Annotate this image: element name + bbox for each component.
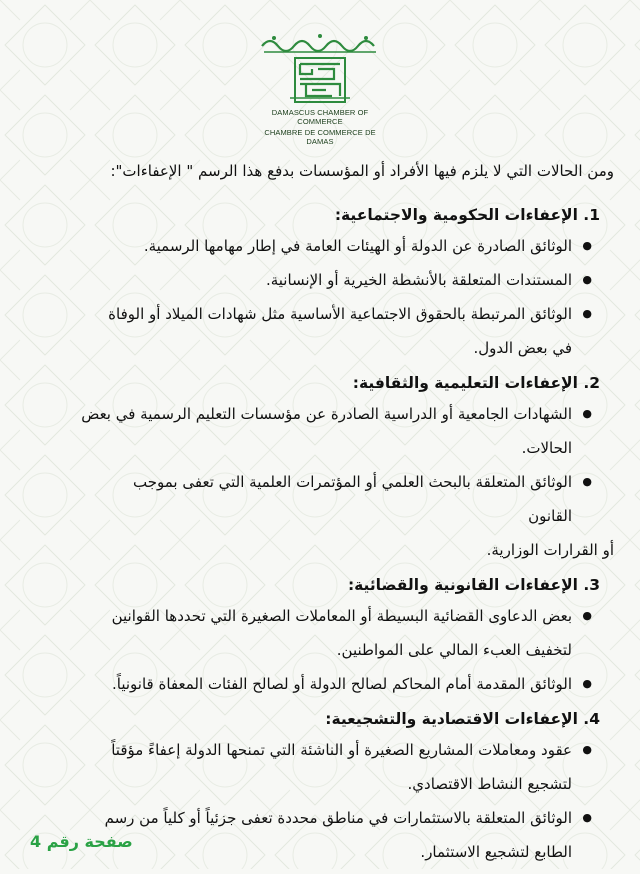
bullet-icon: ●	[582, 743, 592, 756]
bullet-icon: ●	[582, 475, 592, 488]
section-title: 1. الإعفاءات الحكومية والاجتماعية:	[334, 206, 600, 224]
bullet-icon: ●	[582, 307, 592, 320]
list-item: ● الوثائق المرتبطة بالحقوق الاجتماعية الأساسية مثل شهادات الميلاد أو الوفاة	[20, 298, 614, 330]
bullet-icon: ●	[582, 407, 592, 420]
bullet-icon: ●	[582, 677, 592, 690]
chamber-logo	[250, 28, 390, 146]
logo-caption-fr: CHAMBRE DE COMMERCE DE DAMAS	[264, 128, 376, 146]
list-item-continuation: أو القرارات الوزارية.	[486, 541, 614, 559]
list-item-continuation: لتشجيع النشاط الاقتصادي.	[407, 775, 572, 793]
section-government-social	[20, 202, 614, 364]
section-education-culture	[20, 370, 614, 566]
list-item-continuation: لتخفيف العبء المالي على المواطنين.	[336, 641, 572, 659]
section-legal-judicial	[20, 572, 614, 700]
list-item: ● عقود ومعاملات المشاريع الصغيرة أو الناشئة التي تمنحها الدولة إعفاءً مؤقتاً	[20, 734, 614, 766]
section-title: 3. الإعفاءات القانونية والقضائية:	[347, 576, 600, 594]
bullet-icon: ●	[582, 239, 592, 252]
list-item-continuation: القانون	[528, 507, 572, 525]
bullet-icon: ●	[582, 609, 592, 622]
bullet-icon: ●	[582, 273, 592, 286]
list-item-continuation: في بعض الدول.	[473, 339, 572, 357]
list-item: ● الوثائق المتعلقة بالبحث العلمي أو المؤتمرات العلمية التي تعفى بموجب	[20, 466, 614, 498]
chamber-logo-emblem-icon	[250, 28, 390, 106]
list-item: ● الوثائق المقدمة أمام المحاكم لصالح الدولة أو لصالح الفئات المعفاة قانونياً.	[20, 668, 614, 700]
logo-caption-en: DAMASCUS CHAMBER OF COMMERCE	[271, 108, 369, 126]
list-item: ● الوثائق المتعلقة بالاستثمارات في مناطق محددة تعفى جزئياً أو كلياً من رسم	[20, 802, 614, 834]
list-item: ● الوثائق الصادرة عن الدولة أو الهيئات العامة في إطار مهامها الرسمية.	[20, 230, 614, 262]
intro-paragraph: ومن الحالات التي لا يلزم فيها الأفراد أو المؤسسات بدفع هذا الرسم " الإعفاءات":	[110, 162, 614, 180]
list-item: ● المستندات المتعلقة بالأنشطة الخيرية أو الإنسانية.	[20, 264, 614, 296]
section-title: 2. الإعفاءات التعليمية والثقافية:	[352, 374, 600, 392]
bullet-icon: ●	[582, 811, 592, 824]
list-item-continuation: الحالات.	[521, 439, 572, 457]
list-item: ● بعض الدعاوى القضائية البسيطة أو المعاملات الصغيرة التي تحددها القوانين	[20, 600, 614, 632]
page-number: صفحة رقم 4	[30, 832, 133, 851]
section-title: 4. الإعفاءات الاقتصادية والتشجيعية:	[325, 710, 600, 728]
document-body	[20, 160, 614, 874]
list-item: ● الشهادات الجامعية أو الدراسية الصادرة عن مؤسسات التعليم الرسمية في بعض	[20, 398, 614, 430]
list-item-continuation: الطابع لتشجيع الاستثمار.	[420, 843, 572, 861]
